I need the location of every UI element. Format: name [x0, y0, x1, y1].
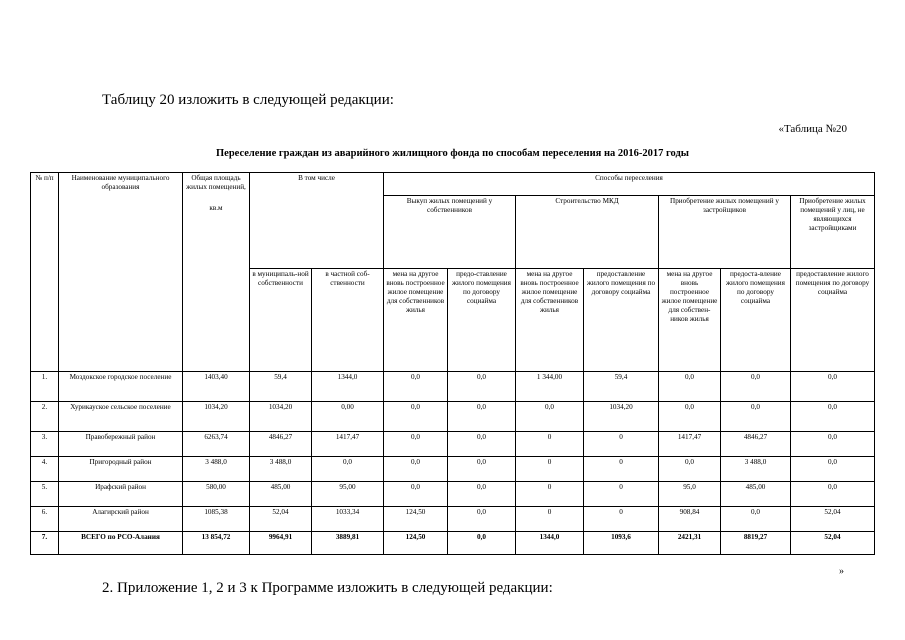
row-buyout-social: 0,0 — [448, 532, 516, 555]
row-area: 13 854,72 — [183, 532, 250, 555]
table-row — [31, 482, 875, 507]
row-developer-exchange: 0,0 — [659, 372, 721, 402]
row-buyout-exchange: 124,50 — [384, 507, 448, 532]
table-row — [31, 432, 875, 457]
row-buyout-social: 0,0 — [448, 402, 516, 432]
row-buyout-exchange: 0,0 — [384, 402, 448, 432]
table-title: Переселение граждан из аварийного жилищного фонда по способам переселения на 2016-2017 годы — [216, 148, 689, 159]
row-num: 2. — [31, 402, 59, 432]
row-municipal: 4846,27 — [250, 432, 312, 457]
header-area — [183, 173, 250, 372]
row-num: 6. — [31, 507, 59, 532]
row-area: 1085,38 — [183, 507, 250, 532]
header-construction-exchange: мена на другое вновь построенное жилое помещение для собственников жилья — [516, 269, 584, 372]
row-municipality: Хурикауское сельское поселение — [59, 402, 183, 432]
row-municipality: ВСЕГО по РСО-Алания — [59, 532, 183, 555]
row-municipal: 59,4 — [250, 372, 312, 402]
row-municipal: 1034,20 — [250, 402, 312, 432]
appendix-paragraph: 2. Приложение 1, 2 и 3 к Программе изложить в следующей редакции: — [102, 580, 553, 596]
row-num: 7. — [31, 532, 59, 555]
row-buyout-exchange: 0,0 — [384, 457, 448, 482]
row-construction-social: 0 — [584, 432, 659, 457]
row-municipal: 485,00 — [250, 482, 312, 507]
row-num: 1. — [31, 372, 59, 402]
row-municipal: 3 488,0 — [250, 457, 312, 482]
row-area: 580,00 — [183, 482, 250, 507]
table-row — [31, 507, 875, 532]
row-construction-social: 1093,6 — [584, 532, 659, 555]
header-construction-social: предоставление жилого помещения по договору социайма — [584, 269, 659, 372]
row-developer-exchange: 2421,31 — [659, 532, 721, 555]
row-municipality: Моздокское городское поселение — [59, 372, 183, 402]
row-developer-exchange: 0,0 — [659, 457, 721, 482]
row-area: 1034,20 — [183, 402, 250, 432]
table-row — [31, 457, 875, 482]
row-non-developer-social: 52,04 — [791, 507, 875, 532]
row-developer-exchange: 0,0 — [659, 402, 721, 432]
row-num: 3. — [31, 432, 59, 457]
row-municipality: Алагирский район — [59, 507, 183, 532]
row-developer-social: 485,00 — [721, 482, 791, 507]
header-including: В том числе — [250, 173, 384, 269]
row-construction-social: 59,4 — [584, 372, 659, 402]
row-municipal: 9964,91 — [250, 532, 312, 555]
header-non-developer-social: предоставление жилого помещения по договору социайма — [791, 269, 875, 372]
table-row — [31, 372, 875, 402]
header-municipality: Наименование муниципального образования — [59, 173, 183, 372]
table-number-label: «Таблица №20 — [778, 123, 847, 135]
header-municipal-ownership: в муниципаль-ной собственности — [250, 269, 312, 372]
row-buyout-exchange: 124,50 — [384, 532, 448, 555]
row-developer-social: 0,0 — [721, 372, 791, 402]
row-buyout-social: 0,0 — [448, 432, 516, 457]
row-area: 3 488,0 — [183, 457, 250, 482]
row-developer-social: 4846,27 — [721, 432, 791, 457]
header-area-label: Общая площадь жилых помещений, — [186, 174, 246, 191]
row-construction-exchange: 0 — [516, 507, 584, 532]
row-municipality: Пригородный район — [59, 457, 183, 482]
row-non-developer-social: 0,0 — [791, 432, 875, 457]
row-construction-exchange: 0,0 — [516, 402, 584, 432]
row-buyout-social: 0,0 — [448, 372, 516, 402]
row-municipal: 52,04 — [250, 507, 312, 532]
row-area: 6263,74 — [183, 432, 250, 457]
row-construction-social: 0 — [584, 507, 659, 532]
row-buyout-exchange: 0,0 — [384, 432, 448, 457]
row-num: 5. — [31, 482, 59, 507]
row-non-developer-social: 0,0 — [791, 372, 875, 402]
row-buyout-social: 0,0 — [448, 457, 516, 482]
header-buyout-social: предо-ставление жилого помещения по договору социайма — [448, 269, 516, 372]
row-developer-social: 8819,27 — [721, 532, 791, 555]
table-row-total — [31, 532, 875, 555]
header-construction: Строительство МКД — [516, 196, 659, 269]
row-buyout-social: 0,0 — [448, 507, 516, 532]
header-area-unit: кв.м — [209, 204, 223, 212]
row-non-developer-social: 0,0 — [791, 402, 875, 432]
header-purchase-non-developers: Приобретение жилых помещений у лиц, не являющихся застройщиками — [791, 196, 875, 269]
header-buyout: Выкуп жилых помещений у собственников — [384, 196, 516, 269]
row-construction-social: 1034,20 — [584, 402, 659, 432]
row-developer-exchange: 95,0 — [659, 482, 721, 507]
row-construction-exchange: 0 — [516, 482, 584, 507]
row-construction-exchange: 0 — [516, 432, 584, 457]
row-private: 3889,81 — [312, 532, 384, 555]
header-developer-social: предоста-вление жилого помещения по договору социайма — [721, 269, 791, 372]
closing-quote: » — [839, 566, 844, 577]
row-private: 1417,47 — [312, 432, 384, 457]
resettlement-table — [30, 172, 875, 555]
row-private: 1033,34 — [312, 507, 384, 532]
row-non-developer-social: 0,0 — [791, 457, 875, 482]
row-construction-social: 0 — [584, 457, 659, 482]
row-buyout-exchange: 0,0 — [384, 372, 448, 402]
row-developer-social: 0,0 — [721, 507, 791, 532]
row-construction-social: 0 — [584, 482, 659, 507]
row-developer-social: 0,0 — [721, 402, 791, 432]
row-area: 1403,40 — [183, 372, 250, 402]
row-non-developer-social: 0,0 — [791, 482, 875, 507]
header-purchase-developers: Приобретение жилых помещений у застройщиков — [659, 196, 791, 269]
row-municipality: Правобережный район — [59, 432, 183, 457]
header-private-ownership: в частной соб-ственности — [312, 269, 384, 372]
row-private: 95,00 — [312, 482, 384, 507]
table-row — [31, 402, 875, 432]
row-construction-exchange: 0 — [516, 457, 584, 482]
row-private: 0,0 — [312, 457, 384, 482]
row-private: 1344,0 — [312, 372, 384, 402]
row-non-developer-social: 52,04 — [791, 532, 875, 555]
row-developer-exchange: 1417,47 — [659, 432, 721, 457]
row-developer-social: 3 488,0 — [721, 457, 791, 482]
row-municipality: Ирафский район — [59, 482, 183, 507]
row-private: 0,00 — [312, 402, 384, 432]
row-buyout-exchange: 0,0 — [384, 482, 448, 507]
row-developer-exchange: 908,84 — [659, 507, 721, 532]
header-num: № п/п — [31, 173, 59, 372]
header-buyout-exchange: мена на другое вновь построенное жилое помещение для собственников жилья — [384, 269, 448, 372]
row-num: 4. — [31, 457, 59, 482]
header-methods: Способы переселения — [384, 173, 875, 196]
row-buyout-social: 0,0 — [448, 482, 516, 507]
header-developer-exchange: мена на другое вновь построенное жилое помещение для собствен-ников жилья — [659, 269, 721, 372]
row-construction-exchange: 1 344,00 — [516, 372, 584, 402]
intro-paragraph: Таблицу 20 изложить в следующей редакции: — [102, 92, 394, 108]
row-construction-exchange: 1344,0 — [516, 532, 584, 555]
